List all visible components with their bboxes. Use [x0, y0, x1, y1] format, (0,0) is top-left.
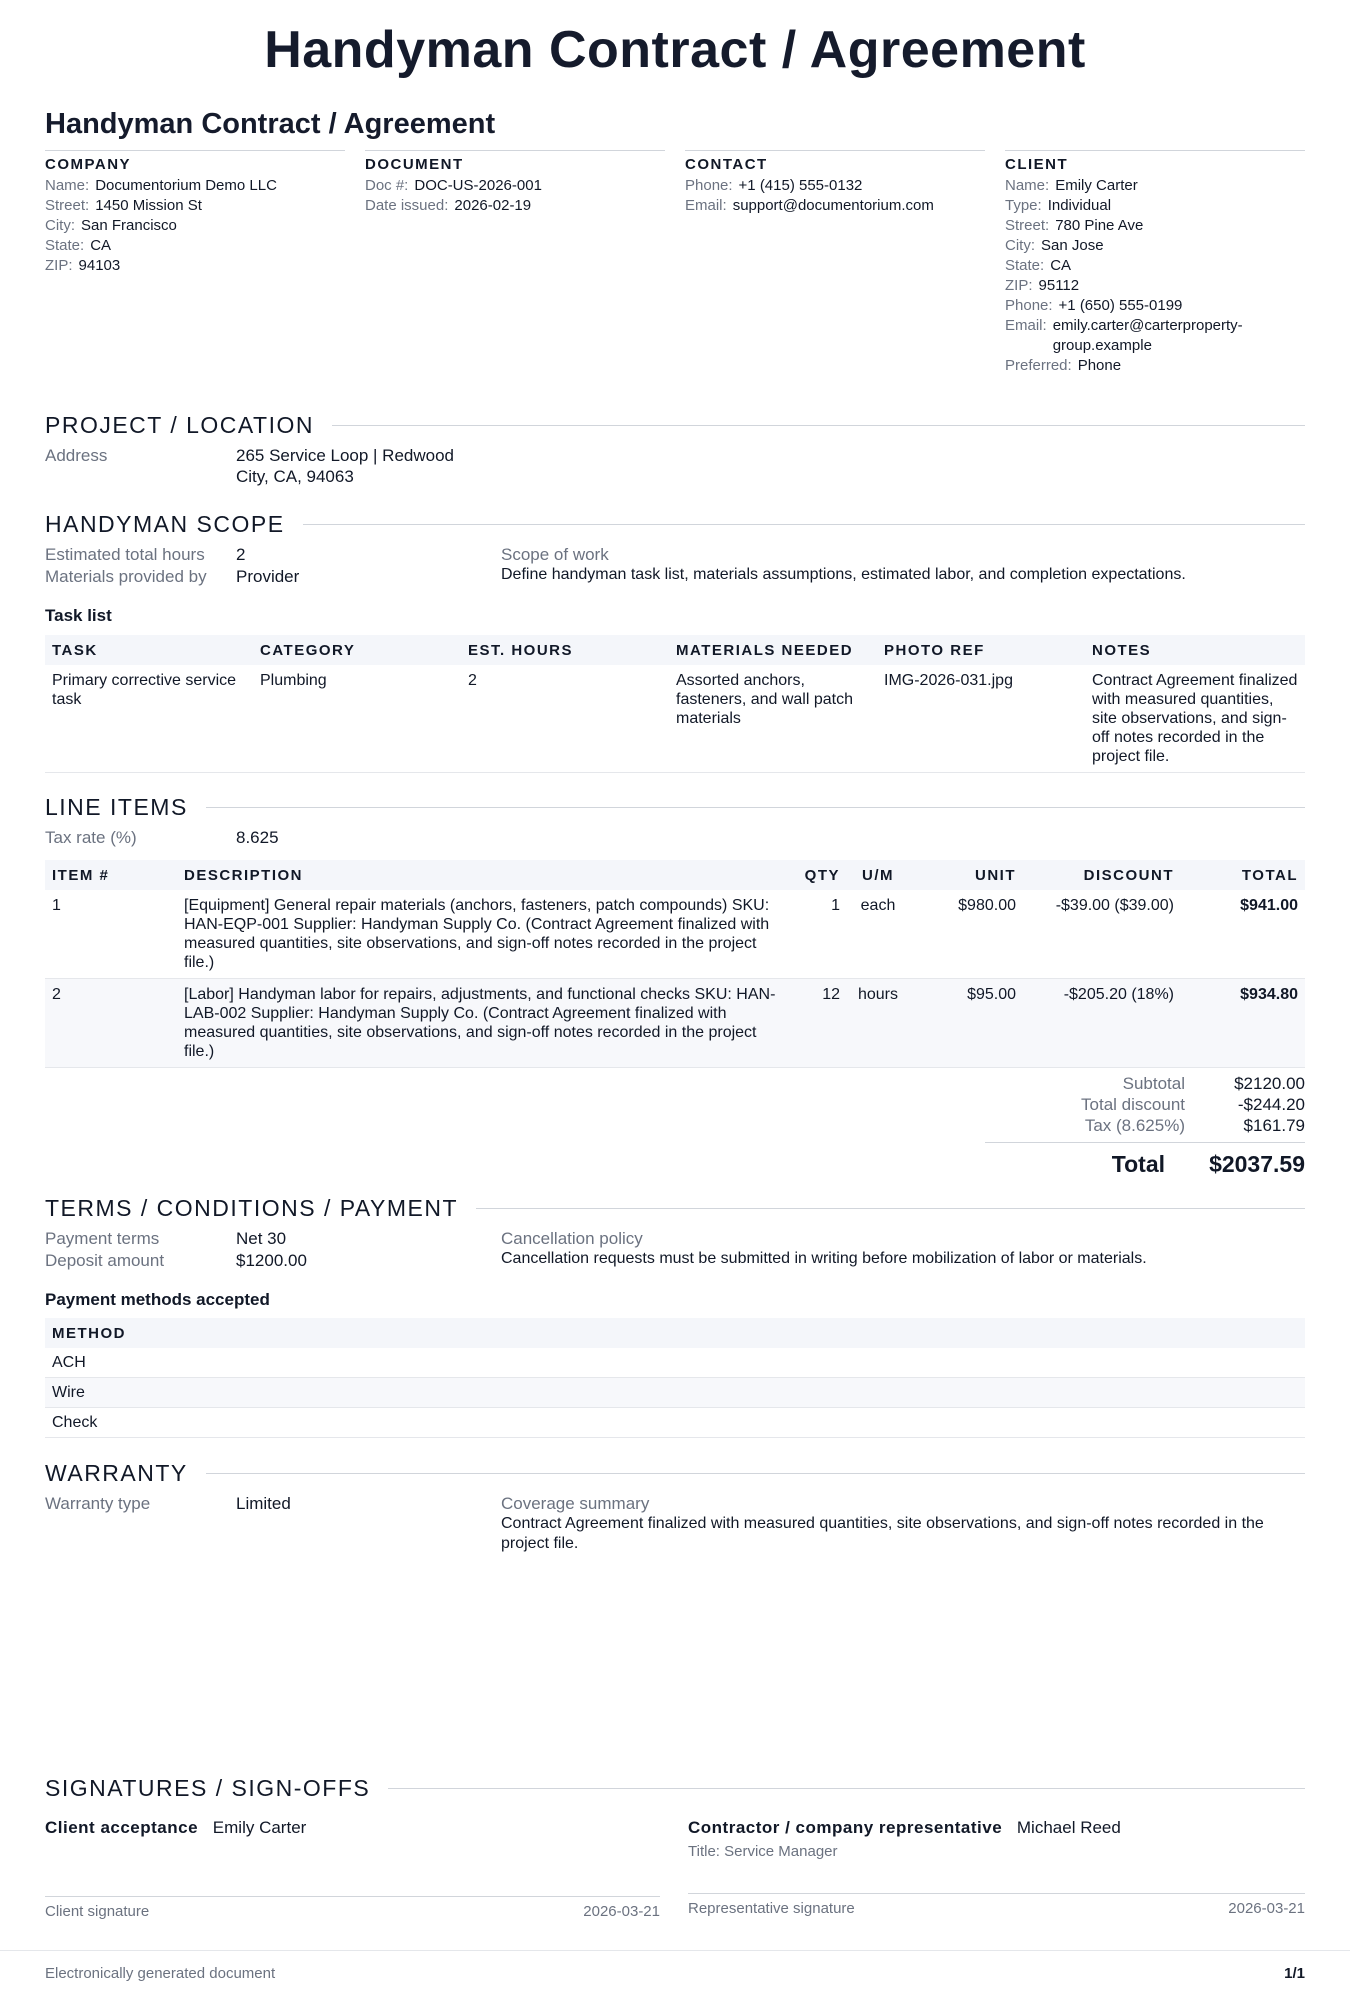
representative-signature-date: 2026-03-21	[1228, 1900, 1305, 1917]
discount-label: Total discount	[1081, 1095, 1185, 1114]
warranty-type-row	[45, 1493, 291, 1514]
line-item-num-cell: 1	[45, 890, 177, 979]
company-rows	[45, 176, 345, 276]
hours-row	[45, 544, 245, 565]
scope-section-header	[45, 511, 1305, 538]
line-item-unit-cell: $95.00	[909, 979, 1023, 1068]
line-item-um-cell: each	[847, 890, 909, 979]
info-row	[1005, 216, 1305, 236]
terms-heading: TERMS / CONDITIONS / PAYMENT	[45, 1195, 458, 1221]
payment-terms-row	[45, 1228, 286, 1249]
info-key: Preferred:	[1005, 357, 1072, 374]
scope-label: Scope of work	[501, 545, 609, 564]
info-value: 94103	[78, 257, 121, 274]
info-value: Phone	[1077, 357, 1122, 374]
line-items-table	[45, 860, 1305, 1068]
line-item-column-header: UNIT	[909, 860, 1023, 890]
line-item-total-cell: $941.00	[1181, 890, 1305, 979]
info-row	[365, 196, 665, 216]
totals-block	[45, 1073, 1305, 1181]
info-row	[45, 236, 345, 256]
info-value: San Jose	[1041, 237, 1104, 254]
task-notes-cell: Contract Agreement finalized with measured quantities, site observations, and sign-off notes recorded in the project file.	[1085, 665, 1305, 773]
contact-block	[685, 150, 985, 376]
client-acceptance-name: Emily Carter	[212, 1818, 307, 1837]
line-item-num-cell: 2	[45, 979, 177, 1068]
info-value: Documentorium Demo LLC	[95, 177, 277, 194]
total-value: $2037.59	[1209, 1151, 1305, 1177]
info-key: Name:	[1005, 177, 1050, 194]
table-row	[45, 1408, 1305, 1438]
document-title: Handyman Contract / Agreement	[45, 108, 496, 140]
representative-name: Michael Reed	[1016, 1818, 1121, 1837]
payment-terms-label: Payment terms	[45, 1229, 160, 1248]
payment-terms-value: Net 30	[236, 1229, 287, 1248]
line-item-qty-cell: 1	[797, 890, 847, 979]
line-items-body	[45, 890, 1305, 1068]
info-row	[1005, 316, 1305, 356]
representative-signature-line[interactable]	[688, 1893, 1305, 1917]
info-value: 780 Pine Ave	[1055, 217, 1144, 234]
discount-row	[45, 1094, 1305, 1115]
line-item-discount-cell: -$39.00 ($39.00)	[1023, 890, 1181, 979]
info-value: support@documentorium.com	[732, 197, 934, 214]
line-item-column-header: QTY	[797, 860, 847, 890]
client-heading: CLIENT	[1005, 156, 1069, 173]
tax-rate-row	[45, 827, 279, 848]
hours-value: 2	[236, 545, 246, 564]
info-row	[685, 176, 985, 196]
divider	[206, 807, 1305, 808]
payment-methods-body	[45, 1348, 1305, 1438]
divider	[332, 425, 1305, 426]
coverage-label: Coverage summary	[501, 1494, 650, 1513]
subtotal-row	[45, 1073, 1305, 1094]
tax-rate-value: 8.625	[236, 828, 279, 847]
line-items-section-header	[45, 794, 1305, 821]
footer-rule	[0, 1950, 1350, 1951]
info-key: Email:	[685, 197, 727, 214]
line-item-column-header: DESCRIPTION	[177, 860, 797, 890]
line-item-qty-cell: 12	[797, 979, 847, 1068]
info-key: Email:	[1005, 317, 1047, 334]
task-column-header: CATEGORY	[253, 635, 461, 665]
line-items-heading: LINE ITEMS	[45, 794, 188, 820]
contact-heading: CONTACT	[685, 156, 768, 173]
document-block	[365, 150, 665, 376]
line-item-column-header: U/M	[847, 860, 909, 890]
line-item-unit-cell: $980.00	[909, 890, 1023, 979]
footer-note: Electronically generated document	[45, 1965, 276, 1982]
info-value: emily.carter@carterproperty-group.example	[1052, 317, 1243, 354]
task-table-body	[45, 665, 1305, 773]
payment-method-cell: Check	[45, 1408, 1305, 1438]
method-column-header: METHOD	[45, 1318, 1305, 1348]
address-label: Address	[45, 446, 108, 465]
materials-value: Provider	[236, 567, 300, 586]
info-row	[45, 216, 345, 236]
info-row	[685, 196, 985, 216]
payment-method-cell: Wire	[45, 1378, 1305, 1408]
info-key: ZIP:	[45, 257, 73, 274]
client-block	[1005, 150, 1305, 376]
info-row	[45, 176, 345, 196]
info-value: DOC-US-2026-001	[414, 177, 542, 194]
info-row	[45, 196, 345, 216]
project-address-row	[45, 445, 454, 487]
line-item-desc-cell: [Labor] Handyman labor for repairs, adjustments, and functional checks SKU: HAN-LAB-002 Supplier: Handyman Supply Co. (Contract Agreement finalized with measured quantities, site observations, and sign-off notes recorded in the project file.)	[177, 979, 797, 1068]
info-value: +1 (415) 555-0132	[738, 177, 863, 194]
info-key: Phone:	[685, 177, 733, 194]
divider	[476, 1208, 1305, 1209]
tax-label: Tax (8.625%)	[1084, 1116, 1185, 1135]
table-row	[45, 1348, 1305, 1378]
representative-label: Contractor / company representative	[688, 1818, 1003, 1837]
deposit-row	[45, 1250, 307, 1271]
task-category-cell: Plumbing	[253, 665, 461, 773]
line-item-discount-cell: -$205.20 (18%)	[1023, 979, 1181, 1068]
table-row	[45, 979, 1305, 1068]
task-column-header: MATERIALS NEEDED	[669, 635, 877, 665]
coverage-summary	[501, 1493, 1305, 1554]
info-key: City:	[1005, 237, 1035, 254]
project-section-header	[45, 412, 1305, 439]
client-acceptance	[45, 1818, 660, 1838]
table-row	[45, 890, 1305, 979]
divider	[206, 1473, 1305, 1474]
total-rule	[985, 1142, 1305, 1143]
client-signature-date: 2026-03-21	[583, 1903, 660, 1920]
info-columns	[45, 150, 1305, 376]
info-key: Doc #:	[365, 177, 409, 194]
cancellation-policy	[501, 1228, 1305, 1269]
hours-label: Estimated total hours	[45, 545, 205, 564]
task-table-header	[45, 635, 1305, 665]
info-key: State:	[45, 237, 85, 254]
info-value: Individual	[1047, 197, 1112, 214]
info-row	[1005, 356, 1305, 376]
info-value: +1 (650) 555-0199	[1058, 297, 1183, 314]
warranty-type-value: Limited	[236, 1494, 291, 1513]
info-value: CA	[90, 237, 112, 254]
project-heading: PROJECT / LOCATION	[45, 412, 314, 438]
tax-row	[45, 1115, 1305, 1136]
terms-section-header	[45, 1195, 1305, 1222]
task-list-label: Task list	[45, 606, 112, 625]
client-acceptance-label: Client acceptance	[45, 1818, 199, 1837]
payment-methods-table	[45, 1318, 1305, 1438]
task-task-cell: Primary corrective service task	[45, 665, 253, 773]
warranty-heading: WARRANTY	[45, 1460, 188, 1486]
discount-value: -$244.20	[1237, 1095, 1305, 1114]
info-key: State:	[1005, 257, 1045, 274]
info-value: 2026-02-19	[454, 197, 532, 214]
client-signature-line[interactable]	[45, 1896, 660, 1920]
info-key: Type:	[1005, 197, 1042, 214]
info-key: Street:	[45, 197, 90, 214]
representative-signature-block	[688, 1818, 1305, 1917]
info-value: 95112	[1038, 277, 1080, 294]
total-label: Total	[1111, 1151, 1165, 1177]
info-row	[45, 256, 345, 276]
document-heading: DOCUMENT	[365, 156, 464, 173]
info-row	[1005, 276, 1305, 296]
divider	[303, 524, 1305, 525]
scope-of-work	[501, 544, 1305, 585]
address-line-2: City, CA, 94063	[236, 467, 354, 486]
representative-acceptance	[688, 1818, 1305, 1838]
info-value: Emily Carter	[1055, 177, 1138, 194]
payment-methods-label: Payment methods accepted	[45, 1290, 270, 1309]
info-row	[365, 176, 665, 196]
company-heading: COMPANY	[45, 156, 132, 173]
divider	[388, 1788, 1305, 1789]
info-value: CA	[1050, 257, 1072, 274]
info-value: San Francisco	[81, 217, 177, 234]
table-row	[45, 665, 1305, 773]
representative-signature-label: Representative signature	[688, 1900, 855, 1917]
client-signature-label: Client signature	[45, 1903, 150, 1920]
task-column-header: EST. HOURS	[461, 635, 669, 665]
info-row	[1005, 176, 1305, 196]
contact-rows	[685, 176, 985, 216]
document-rows	[365, 176, 665, 216]
subtotal-value: $2120.00	[1234, 1074, 1305, 1093]
cancellation-label: Cancellation policy	[501, 1229, 643, 1248]
info-key: Name:	[45, 177, 90, 194]
total-rule-wrap	[45, 1136, 1305, 1143]
line-item-column-header: DISCOUNT	[1023, 860, 1181, 890]
task-photo-cell: IMG-2026-031.jpg	[877, 665, 1085, 773]
tax-rate-label: Tax rate (%)	[45, 828, 137, 847]
info-key: Street:	[1005, 217, 1050, 234]
line-items-header	[45, 860, 1305, 890]
task-materials-cell: Assorted anchors, fasteners, and wall patch materials	[669, 665, 877, 773]
client-signature-block	[45, 1818, 660, 1920]
line-item-column-header: TOTAL	[1181, 860, 1305, 890]
task-hours-cell: 2	[461, 665, 669, 773]
signatures-heading: SIGNATURES / SIGN-OFFS	[45, 1775, 371, 1801]
main-title: Handyman Contract / Agreement	[264, 21, 1086, 79]
task-column-header: NOTES	[1085, 635, 1305, 665]
task-table	[45, 635, 1305, 773]
page-number: 1/1	[1284, 1965, 1305, 1982]
info-row	[1005, 296, 1305, 316]
signatures-section-header	[45, 1775, 1305, 1802]
deposit-label: Deposit amount	[45, 1251, 165, 1270]
subtotal-label: Subtotal	[1122, 1074, 1185, 1093]
address-line-1: 265 Service Loop | Redwood	[236, 446, 455, 465]
info-key: ZIP:	[1005, 277, 1033, 294]
deposit-value: $1200.00	[236, 1251, 307, 1270]
representative-title: Title: Service Manager	[688, 1843, 838, 1860]
materials-row	[45, 566, 299, 587]
line-item-column-header: ITEM #	[45, 860, 177, 890]
task-column-header: TASK	[45, 635, 253, 665]
info-row	[1005, 196, 1305, 216]
info-value: 1450 Mission St	[95, 197, 202, 214]
coverage-text: Contract Agreement finalized with measured quantities, site observations, and sign-off notes recorded in the project file.	[501, 1515, 1264, 1552]
info-key: Phone:	[1005, 297, 1053, 314]
tax-value: $161.79	[1243, 1116, 1305, 1135]
company-block	[45, 150, 345, 376]
table-row	[45, 1378, 1305, 1408]
total-row	[45, 1147, 1305, 1181]
scope-heading: HANDYMAN SCOPE	[45, 511, 285, 537]
line-item-total-cell: $934.80	[1181, 979, 1305, 1068]
line-item-desc-cell: [Equipment] General repair materials (anchors, fasteners, patch compounds) SKU: HAN-EQP-001 Supplier: Handyman Supply Co. (Contract Agreement finalized with measured quantities, site observations, and sign-off notes recorded in the project file.)	[177, 890, 797, 979]
payment-method-cell: ACH	[45, 1348, 1305, 1378]
address-value	[236, 445, 454, 487]
line-item-um-cell: hours	[847, 979, 909, 1068]
cancellation-text: Cancellation requests must be submitted in writing before mobilization of labor or materials.	[501, 1250, 1147, 1267]
warranty-section-header	[45, 1460, 1305, 1487]
info-row	[1005, 236, 1305, 256]
warranty-type-label: Warranty type	[45, 1494, 151, 1513]
info-row	[1005, 256, 1305, 276]
info-key: Date issued:	[365, 197, 449, 214]
info-key: City:	[45, 217, 75, 234]
scope-text: Define handyman task list, materials assumptions, estimated labor, and completion expectations.	[501, 566, 1186, 583]
client-rows	[1005, 176, 1305, 376]
materials-label: Materials provided by	[45, 567, 207, 586]
task-column-header: PHOTO REF	[877, 635, 1085, 665]
